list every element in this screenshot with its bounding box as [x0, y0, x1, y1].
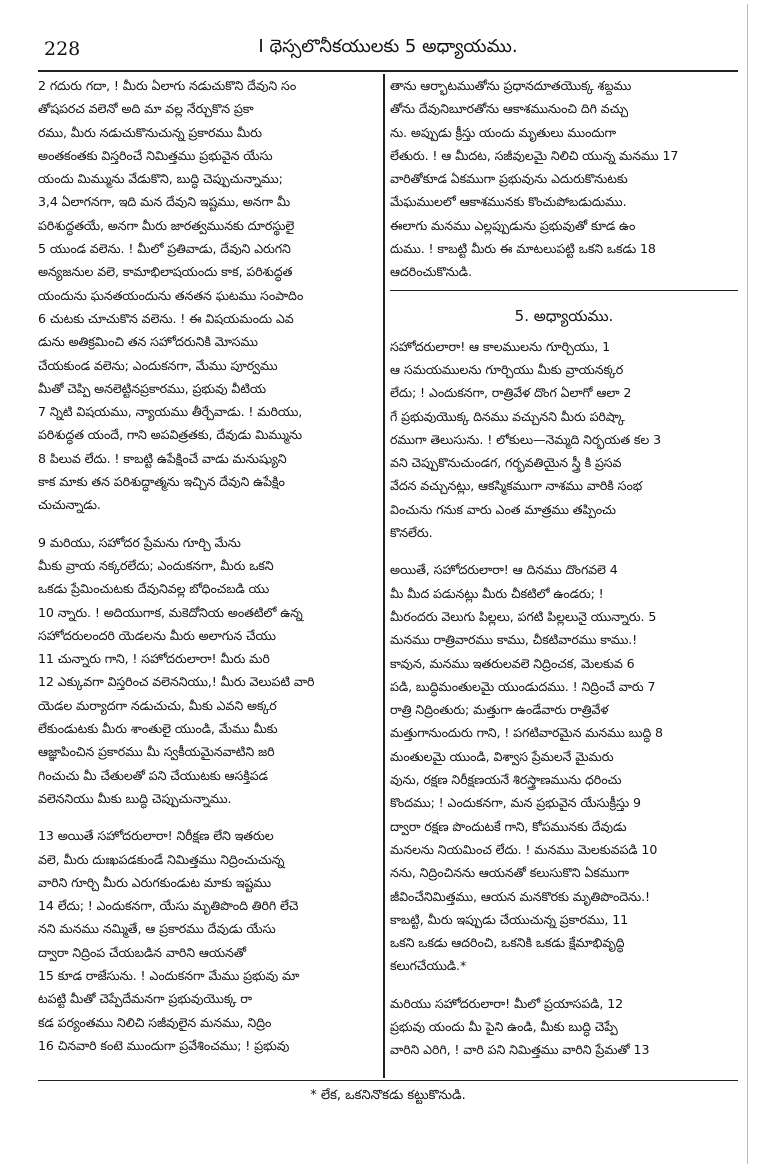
text-line: పరిశుద్ధత యందే, గాని అపవిత్రతకు, దేవుడు మిమ్మును	[38, 427, 302, 443]
text-line: 7 న్నిటి విషయము, న్యాయము తీర్చేవాడు. ! మరియు,	[38, 404, 303, 420]
text-line: గే ప్రభువుయొక్క దినము వచ్చునని మీరు పరిష్కా	[390, 408, 625, 424]
text-line: రాత్రి నిద్రింతురు; మత్తుగా ఉండేవారు రాత్రివేళ	[390, 702, 609, 718]
text-line: 15 కూడ రాజేసును. ! ఎందుకనగా మేము ప్రభువు మా	[38, 967, 300, 983]
text-line: ఆదరించుకొనుడి.	[390, 264, 472, 280]
text-line: మంతులమై యుండి, విశ్వాస ప్రేమలనే మైమరు	[390, 748, 614, 764]
text-line: ద్వారా రక్షణ పొందుటకే గాని, కోపమునకు దేవుడు	[390, 818, 627, 834]
text-line: కొందము; ! ఎందుకనగా, మన ప్రభువైన యేసుక్రీస్తు 9	[390, 795, 641, 811]
text-line: గించుచు మీ చేతులతో పని చేయుటకు ఆసక్తిపడ	[38, 767, 268, 783]
text-line: వని చెప్పుకొనుచుండగ, గర్భవతియైన స్త్రీ కి ప్రసవ	[390, 455, 622, 471]
text-line: నను, నిద్రించినను ఆయనతో కలుసుకొని ఏకముగా	[390, 865, 629, 881]
text-line: 11 చున్నారు గాని, ! సహోదరులారా! మీరు మరి	[38, 651, 270, 667]
text-line: 12 ఎక్కువగా విస్తరించ వలెననియు,! మీరు వెలుపటి వారి	[38, 674, 315, 690]
text-line: రము, మీరు నడుచుకొనుచున్న ప్రకారము మీరు	[38, 124, 262, 140]
text-line: పడి, బుద్ధిమంతులమై యుండుదము. ! నిద్రించే వారు 7	[390, 678, 656, 694]
text-line: మేఘములలో ఆకాశమునకు కొంచుపోబడుదుము.	[390, 194, 627, 210]
text-line: 14 లేదు; ! ఎందుకనగా, యేసు మృతిపొంది తిరిగి లేచె	[38, 898, 299, 914]
paragraph-gap	[38, 517, 378, 531]
text-line: ఒకడు ప్రేమించుటకు దేవునివల్ల బోధించబడి యు	[38, 581, 270, 597]
text-line: కలుగచేయుడి.*	[390, 958, 467, 974]
text-line: కాబట్టి, మీరు ఇప్పుడు చేయుచున్న ప్రకారము, 11	[390, 911, 629, 927]
text-line: యందును ఘనతయందును తనతన ఘటము సంపాదిం	[38, 287, 304, 303]
right-column-top-text	[390, 74, 738, 284]
right-column	[390, 74, 738, 1078]
text-line: డును అతిక్రమించి తన సహోదరునికి మోసము	[38, 334, 258, 350]
text-line: వేదన వచ్చునట్లు, ఆకస్మికముగా నాశము వారికి సంభ	[390, 478, 643, 494]
text-line: దుము. ! కాబట్టి మీరు ఈ మాటలుపట్టి ఒకని ఒకడు 18	[390, 241, 656, 257]
text-line: తోషపరచ వలెనో అది మా వల్ల నేర్చుకొన ప్రకా	[38, 101, 254, 117]
text-line: 16 చినవారి కంటె ముందుగా ప్రవేశించము; ! ప్రభువు	[38, 1037, 290, 1053]
text-line: వించును గనుక వారు ఎంత మాత్రము తప్పించు	[390, 501, 616, 517]
text-line: యందు మిమ్మును వేడుకొని, బుద్ధి చెప్పుచున్నాము;	[38, 171, 283, 187]
text-line: మనము రాత్రివారము కాము, చీకటివారము కాము.!	[390, 632, 638, 648]
text-line: టపట్టి మీతో చెప్పేదేమనగా ప్రభువుయొక్క రా	[38, 991, 253, 1007]
text-line: 6 చుటకు చూచుకొన వలెను. ! ఈ విషయమందు ఎవ	[38, 310, 294, 326]
left-column	[38, 74, 378, 1078]
text-line: వారిని ఎరిగి, ! వారి పని నిమిత్తము వారిని ప్రేమతో 13	[390, 1042, 650, 1058]
text-line: పరిశుద్ధతయే, అనగా మీరు జారత్వమునకు దూరస్థులై	[38, 217, 295, 233]
chapter-rule	[390, 290, 738, 291]
column-divider	[383, 74, 385, 1078]
text-line: జీవించేనిమిత్తము, ఆయన మనకొరకు మృతిపొందెను.!	[390, 888, 650, 904]
paragraph-gap	[38, 810, 378, 824]
text-line: రముగా తెలుసును. ! లోకులు—నెమ్మది నిర్భయత కల 3	[390, 431, 662, 447]
text-line: కడ పర్యంతము నిలిచి సజీవులైన మనము, నిద్రిం	[38, 1014, 272, 1030]
text-line: 8 పిలువ లేదు. ! కాబట్టి ఉపేక్షించే వాడు మనుష్యుని	[38, 450, 287, 466]
right-column-bottom-text	[390, 335, 738, 1062]
text-line: 2 గదురు గదా, ! మీరు ఏలాగు నడుచుకొని దేవుని సం	[38, 78, 297, 93]
text-line: అయితే, సహోదరులారా! ఆ దినము దొంగవలె 4	[390, 562, 618, 578]
text-line: వలెననియు మీకు బుద్ధి చెప్పుచున్నాము.	[38, 790, 232, 806]
text-line: సహోదరులారా! ఆ కాలములను గూర్చియు, 1	[390, 338, 611, 354]
footer-rule	[38, 1080, 738, 1081]
paragraph-gap	[390, 544, 738, 558]
paragraph-gap	[390, 978, 738, 992]
text-line: 5 యుండ వలెను. ! మీలో ప్రతివాడు, దేవుని ఎరుగని	[38, 241, 291, 257]
text-line: వారిని గూర్చి మీరు ఎరుగకుండుట మాకు ఇష్టము	[38, 874, 272, 890]
text-line: 10 న్నారు. ! అదియుగాక, మకెదోనియ అంతటిలో ఉన్న	[38, 604, 303, 620]
text-line: 3,4 ఏలాగనగా, ఇది మన దేవుని ఇష్టము, అనగా మీ	[38, 194, 291, 210]
text-line: ఒకని ఒకడు ఆదరించి, ఒకనికి ఒకడు క్షేమాభివృద్ధి	[390, 935, 625, 951]
text-line: మనలను నియమించ లేదు. ! మనము మెలకువపడి 10	[390, 841, 658, 857]
text-line: ప్రభువు యందు మీ పైని ఉండి, మీకు బుద్ధి చెప్పే	[390, 1018, 618, 1034]
text-line: మీ మీద పడునట్లు మీరు చీకటిలో ఉండరు; !	[390, 585, 604, 601]
text-line: ఆ సమయములను గూర్చియు మీకు వ్రాయనక్కర	[390, 361, 624, 377]
text-line: అంతకంతకు విస్తరించే నిమిత్తము ప్రభువైన యేసు	[38, 147, 273, 163]
text-line: సహోదరులందరి యెడలను మీరు అలాగున చేయు	[38, 627, 276, 643]
text-line: లేతురు. ! ఆ మీదట, సజీవులమై నిలిచి యున్న మనము 17	[390, 147, 679, 163]
text-line: లేదు; ! ఎందుకనగా, రాత్రివేళ దొంగ ఏలాగో ఆలా 2	[390, 385, 632, 401]
text-line: లేకుండుటకు మీరు శాంతులై యుండి, మేము మీకు	[38, 721, 278, 737]
text-line: ద్వారా నిద్రింప చేయబడిన వారిని ఆయనతో	[38, 944, 246, 960]
text-line: 13 అయితే సహోదరులారా! నిరీక్షణ లేని ఇతరుల	[38, 828, 274, 844]
bible-page	[38, 30, 738, 1140]
running-title: I థెస్సలొనీకయులకు 5 అధ్యాయము.	[258, 35, 518, 57]
text-line: మీతో చెప్పి అనలెట్టినప్రకారము, ప్రభువు వీటియ	[38, 380, 266, 396]
page-edge-line	[747, 4, 748, 1164]
text-line: మీకు వ్రాయ నక్కరలేదు; ఎందుకనగా, మీరు ఒకని	[38, 557, 274, 573]
text-line: తోను దేవునిబూరతోను ఆకాశమునుంచి దిగి వచ్చు	[390, 101, 629, 117]
text-line: కావున, మనము ఇతరులవలె నిద్రించక, మెలకువ 6	[390, 655, 635, 671]
text-line: కాక మాకు తన పరిశుద్ధాత్మను ఇచ్చిన దేవుని ఉపేక్షిం	[38, 474, 285, 490]
text-line: నని మనము నమ్మితే, ఆ ప్రకారము దేవుడు యేసు	[38, 921, 276, 937]
text-line: ఈలాగు మనము ఎల్లప్పుడును ప్రభువుతో కూడ ఉం	[390, 217, 636, 233]
text-line: మరియు సహోదరులారా! మీలో ప్రయాసపడి, 12	[390, 995, 624, 1011]
text-line: యెడల మర్యాదగా నడుచుచు, మీకు ఎవని అక్కర	[38, 697, 277, 713]
text-line: మత్తుగానుందురు గాని, ! పగటివారమైన మనము బుద్ధి 8	[390, 725, 663, 741]
text-line: వును, రక్షణ నిరీక్షణయనే శిరస్త్రాణమును ధరించు	[390, 772, 622, 788]
page-header	[38, 30, 738, 66]
text-line: మీరందరు వెలుగు పిల్లలు, పగటి పిల్లలునై యున్నారు. 5	[390, 608, 657, 624]
header-rule	[38, 70, 738, 72]
text-line: ఆజ్ఞాపించిన ప్రకారము మీ స్వకీయమైనవాటిని జరి	[38, 744, 275, 760]
text-line: అన్యజనుల వలె, కామాభిలాషయందు కాక, పరిశుద్ధత	[38, 264, 293, 280]
text-line: ను. అప్పుడు క్రీస్తు యందు మృతులు ముందుగా	[390, 124, 617, 140]
chapter-heading: 5. అధ్యాయము.	[514, 306, 614, 325]
footnote: * లేక, ఒకనినొకడు కట్టుకొనుడి.	[310, 1088, 466, 1103]
text-line: వలె, మీరు దుఃఖపడకుండే నిమిత్తము నిద్రించుచున్న	[38, 851, 285, 867]
text-line: తాను ఆర్భాటముతోను ప్రధానదూతయొక్క శబ్దము	[390, 78, 632, 93]
text-line: కొనలేరు.	[390, 525, 433, 541]
text-line: 9 మరియు, సహోదర ప్రేమను గూర్చి మేను	[38, 534, 241, 550]
page-number: 228	[44, 38, 81, 60]
text-line: వారితోకూడ ఏకముగా ప్రభువును ఎదురుకొనుటకు	[390, 171, 628, 187]
text-line: చుచున్నాడు.	[38, 497, 101, 513]
text-line: చేయకుండ వలెను; ఎందుకనగా, మేము పూర్వము	[38, 357, 278, 373]
